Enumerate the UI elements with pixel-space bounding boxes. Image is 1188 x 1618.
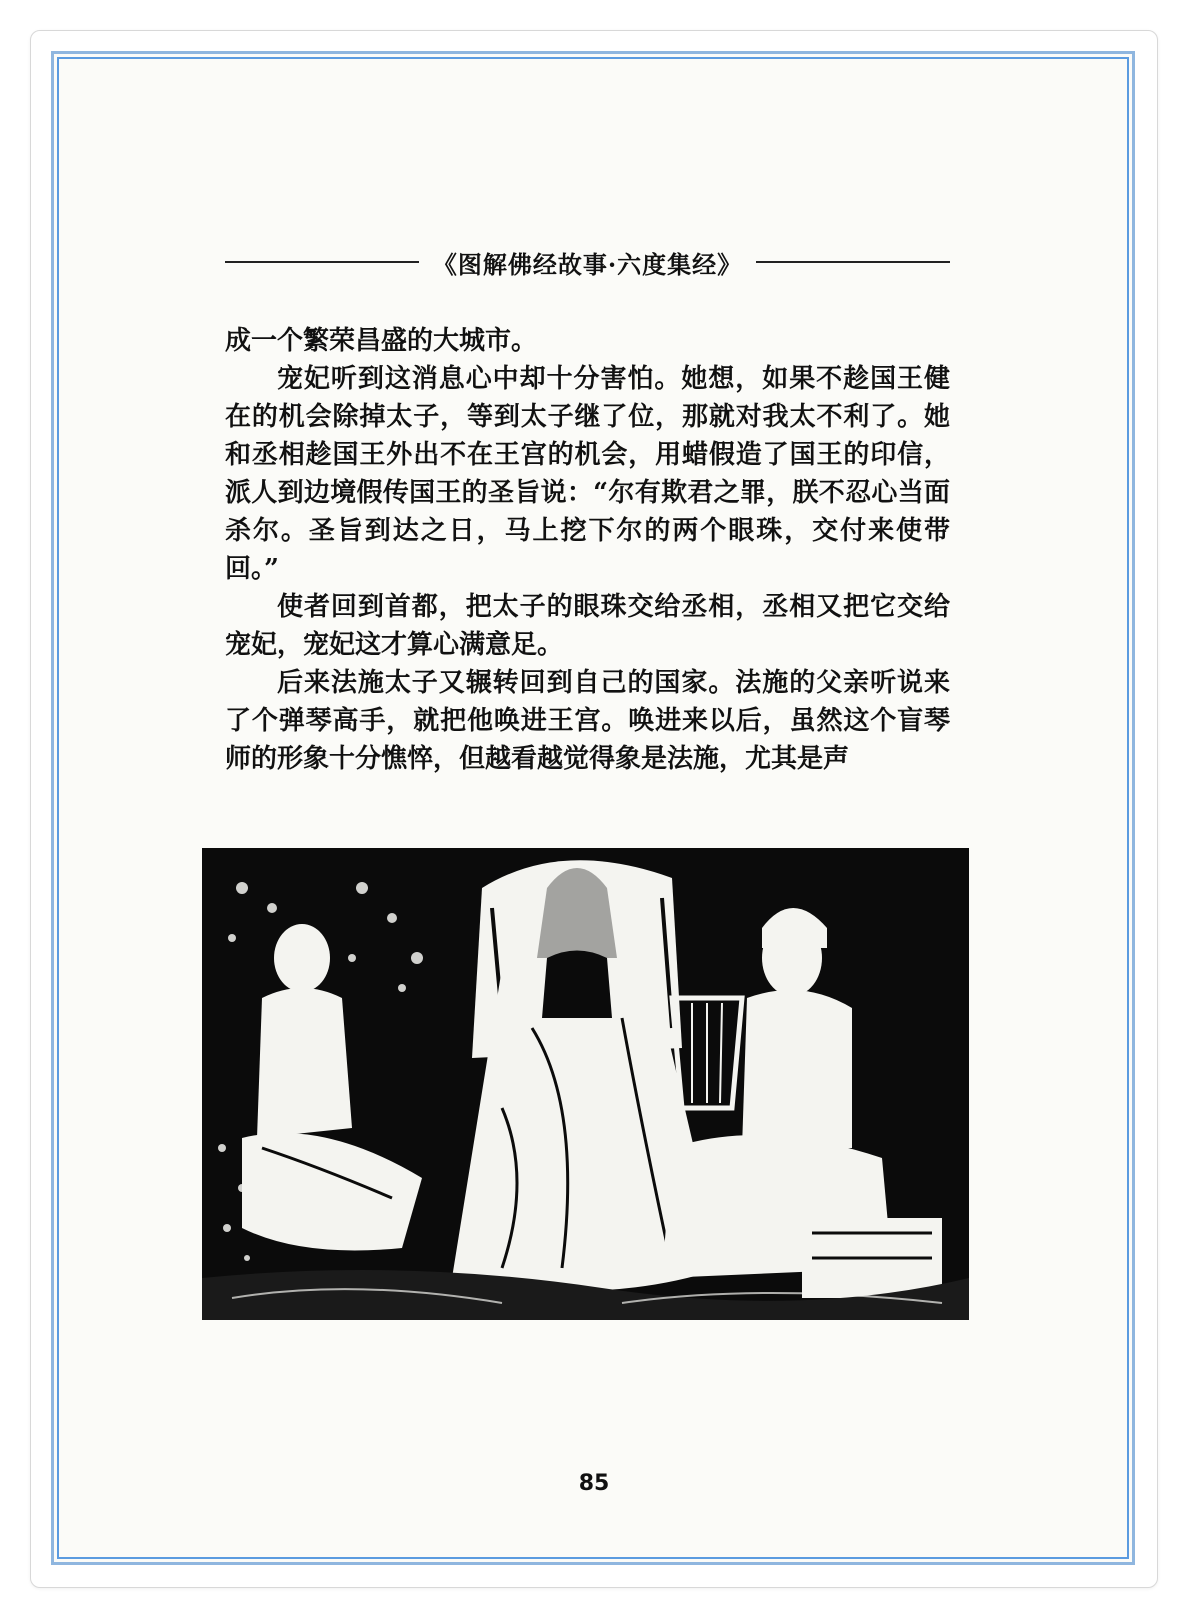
page-number: 85 (578, 1471, 610, 1496)
running-header (225, 242, 950, 282)
page-inner-border (57, 57, 1129, 1559)
header-title: 《图解佛经故事·六度集经》 (432, 249, 743, 279)
illustration-drawing (202, 848, 969, 1320)
header-rule-right (756, 261, 950, 263)
woodcut-illustration (202, 848, 969, 1320)
paragraph-4: 后来法施太子又辗转回到自己的国家。法施的父亲听说来了个弹琴高手，就把他唤进王宫。唤进来以后，虽然这个盲琴师的形象十分憔悴，但越看越觉得象是法施，尤其是声 (225, 668, 950, 774)
body-text (225, 322, 950, 778)
header-rule-left (225, 261, 419, 263)
paragraph-2: 宠妃听到这消息心中却十分害怕。她想，如果不趁国王健在的机会除掉太子，等到太子继了位，那就对我太不利了。她和丞相趁国王外出不在王宫的机会，用蜡假造了国王的印信，派人到边境假传国王的圣旨说：“尔有欺君之罪，朕不忍心当面杀尔。圣旨到达之日，马上挖下尔的两个眼珠，交付来使带回。” (225, 364, 950, 584)
paragraph-1: 成一个繁荣昌盛的大城市。 (225, 326, 538, 356)
paragraph-3: 使者回到首都，把太子的眼珠交给丞相，丞相又把它交给宠妃，宠妃这才算心满意足。 (225, 592, 950, 660)
